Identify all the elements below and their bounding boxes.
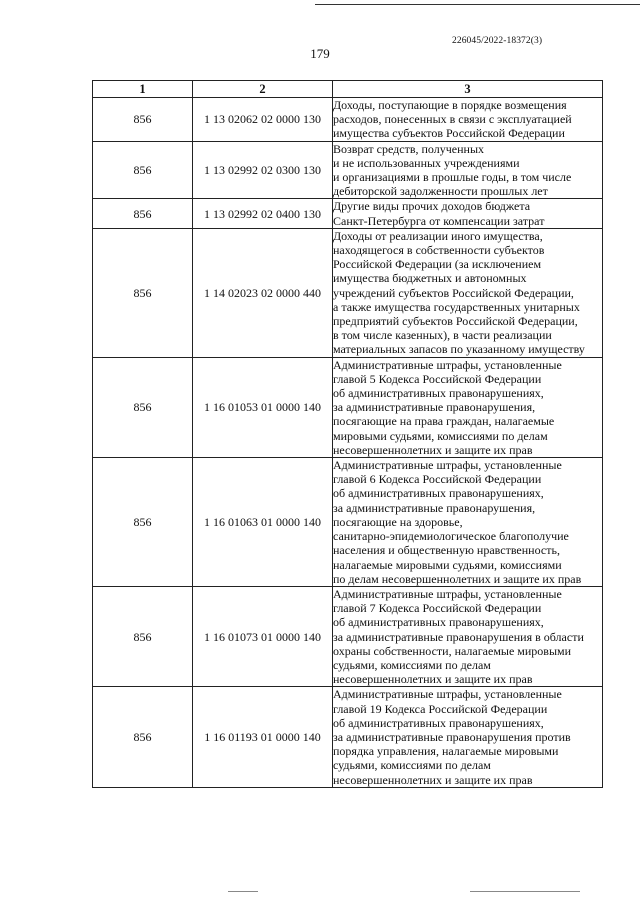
name-line: об административных правонарушениях,: [333, 715, 544, 730]
scan-artifact-mark: [228, 891, 258, 892]
name-line: расходов, понесенных в связи с эксплуатацией: [333, 112, 572, 127]
chapter-code-cell: 856: [93, 141, 193, 199]
chapter-code-cell: 856: [93, 228, 193, 357]
name-line: мировыми судьями, комиссиями по делам: [333, 428, 548, 443]
name-line: за административные правонарушения,: [333, 400, 536, 415]
name-line: и не использованных учреждениями: [333, 155, 520, 170]
revenue-code-cell: 1 16 01053 01 0000 140: [193, 357, 333, 457]
name-line: об административных правонарушениях,: [333, 386, 544, 401]
table-row: [93, 458, 603, 587]
name-line: судьями, комиссиями по делам: [333, 657, 491, 672]
revenue-code-cell: 1 16 01063 01 0000 140: [193, 458, 333, 587]
name-line: об административных правонарушениях,: [333, 615, 544, 630]
name-line: имущества субъектов Российской Федерации: [333, 126, 565, 141]
table-row: [93, 199, 603, 228]
name-line: материальных запасов по указанному имуществу: [333, 342, 585, 357]
name-line: а также имущества государственных унитарных: [333, 299, 580, 314]
revenue-name-cell: [333, 586, 603, 686]
table-row: [93, 228, 603, 357]
revenue-code-cell: 1 14 02023 02 0000 440: [193, 228, 333, 357]
name-line: Другие виды прочих доходов бюджета: [333, 199, 531, 214]
chapter-code-cell: 856: [93, 199, 193, 228]
revenue-name-cell: [333, 357, 603, 457]
chapter-code-cell: 856: [93, 98, 193, 142]
name-line: населения и общественную нравственность,: [333, 543, 560, 558]
name-line: учреждений субъектов Российской Федерации,: [333, 285, 574, 300]
name-line: по делам несовершеннолетних и защите их прав: [333, 571, 582, 586]
document-reference: 226045/2022-18372(3): [452, 36, 543, 46]
name-line: охраны собственности, налагаемые мировыми: [333, 643, 572, 658]
name-line: несовершеннолетних и защите их прав: [333, 442, 533, 457]
revenue-name-cell: [333, 228, 603, 357]
name-line: судьями, комиссиями по делам: [333, 758, 491, 773]
revenue-code-cell: 1 13 02062 02 0000 130: [193, 98, 333, 142]
revenue-name-cell: [333, 199, 603, 228]
revenue-codes-table: [92, 80, 603, 788]
name-line: Доходы от реализации иного имущества,: [333, 228, 543, 243]
name-line: Административные штрафы, установленные: [333, 687, 562, 702]
name-line: имущества бюджетных и автономных: [333, 271, 527, 286]
table-row: [93, 98, 603, 142]
name-line: главой 19 Кодекса Российской Федерации: [333, 701, 548, 716]
column-header-3: 3: [333, 81, 603, 98]
name-line: предприятий субъектов Российской Федерации,: [333, 314, 578, 329]
name-line: налагаемые мировыми судьями, комиссиями: [333, 557, 562, 572]
table-header-row: [93, 81, 603, 98]
revenue-name-cell: [333, 687, 603, 787]
chapter-code-cell: 856: [93, 357, 193, 457]
name-line: за административные правонарушения в области: [333, 629, 584, 644]
name-line: Российской Федерации (за исключением: [333, 257, 542, 272]
revenue-code-cell: 1 16 01193 01 0000 140: [193, 687, 333, 787]
table-row: [93, 687, 603, 787]
chapter-code-cell: 856: [93, 687, 193, 787]
name-line: Административные штрафы, установленные: [333, 586, 562, 601]
revenue-name-cell: [333, 141, 603, 199]
name-line: Возврат средств, полученных: [333, 141, 485, 156]
name-line: главой 6 Кодекса Российской Федерации: [333, 472, 542, 487]
top-rule: [315, 4, 640, 5]
name-line: Административные штрафы, установленные: [333, 357, 562, 372]
scan-artifact-mark: [470, 891, 580, 892]
revenue-code-cell: 1 16 01073 01 0000 140: [193, 586, 333, 686]
name-line: в том числе казенных), в части реализации: [333, 328, 552, 343]
column-header-1: 1: [93, 81, 193, 98]
chapter-code-cell: 856: [93, 458, 193, 587]
name-line: Административные штрафы, установленные: [333, 458, 562, 473]
name-line: санитарно-эпидемиологическое благополучие: [333, 529, 569, 544]
name-line: Санкт-Петербурга от компенсации затрат: [333, 213, 545, 228]
name-line: несовершеннолетних и защите их прав: [333, 672, 533, 687]
name-line: главой 5 Кодекса Российской Федерации: [333, 371, 542, 386]
name-line: посягающие на права граждан, налагаемые: [333, 414, 555, 429]
name-line: за административные правонарушения,: [333, 500, 536, 515]
name-line: Доходы, поступающие в порядке возмещения: [333, 98, 567, 112]
table-row: [93, 357, 603, 457]
name-line: находящегося в собственности субъектов: [333, 243, 545, 258]
name-line: порядка управления, налагаемые мировыми: [333, 744, 559, 759]
name-line: главой 7 Кодекса Российской Федерации: [333, 601, 542, 616]
table-row: [93, 141, 603, 199]
revenue-name-cell: [333, 98, 603, 142]
table-row: [93, 586, 603, 686]
name-line: несовершеннолетних и защите их прав: [333, 772, 533, 787]
page-number: 179: [310, 46, 330, 61]
name-line: и организациями в прошлые годы, в том числе: [333, 170, 572, 185]
column-header-2: 2: [193, 81, 333, 98]
revenue-name-cell: [333, 458, 603, 587]
name-line: посягающие на здоровье,: [333, 514, 463, 529]
revenue-code-cell: 1 13 02992 02 0300 130: [193, 141, 333, 199]
name-line: за административные правонарушения против: [333, 729, 571, 744]
chapter-code-cell: 856: [93, 586, 193, 686]
name-line: об административных правонарушениях,: [333, 486, 544, 501]
name-line: дебиторской задолженности прошлых лет: [333, 184, 548, 199]
revenue-code-cell: 1 13 02992 02 0400 130: [193, 199, 333, 228]
